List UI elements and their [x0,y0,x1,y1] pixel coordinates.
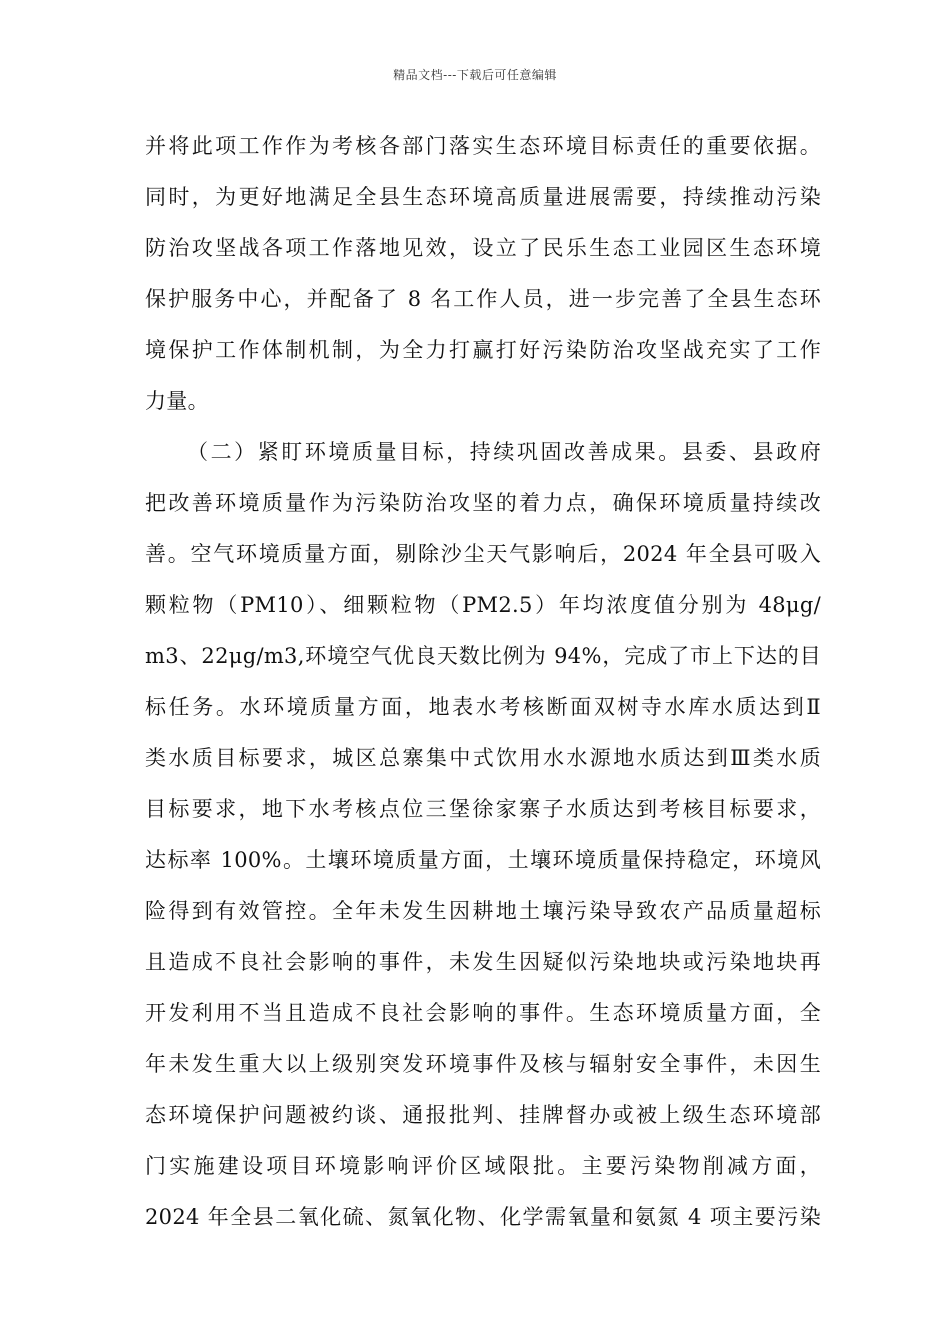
text-line: 门实施建设项目环境影响评价区域限批。主要污染物削减方面， [145,1154,821,1178]
text-line: 开发利用不当且造成不良社会影响的事件。生态环境质量方面，全 [145,1001,821,1025]
text-line: 善。空气环境质量方面，剔除沙尘天气影响后，2024 年全县可吸入 [145,542,821,566]
text-line: 2024 年全县二氧化硫、氮氧化物、化学需氧量和氨氮 4 项主要污染 [145,1205,821,1229]
text-line: m3、22μg/m3,环境空气优良天数比例为 94%，完成了市上下达的目 [145,644,821,668]
text-line: 年未发生重大以上级别突发环境事件及核与辐射安全事件，未因生 [145,1052,821,1076]
page-header: 精品文档---下载后可任意编辑 [393,68,557,82]
text-line: 把改善环境质量作为污染防治攻坚的着力点，确保环境质量持续改 [145,491,821,515]
text-line: 标任务。水环境质量方面，地表水考核断面双树寺水库水质达到Ⅱ [145,695,821,719]
text-line: 险得到有效管控。全年未发生因耕地土壤污染导致农产品质量超标 [145,899,821,923]
text-line: 力量。 [145,389,209,413]
text-line: 且造成不良社会影响的事件，未发生因疑似污染地块或污染地块再 [145,950,821,974]
text-line: 同时，为更好地满足全县生态环境高质量进展需要，持续推动污染 [145,185,821,209]
text-line: 保护服务中心，并配备了 8 名工作人员，进一步完善了全县生态环 [145,287,821,311]
text-line: （二）紧盯环境质量目标，持续巩固改善成果。县委、县政府 [187,440,821,464]
text-line: 境保护工作体制机制，为全力打赢打好污染防治攻坚战充实了工作 [145,338,821,362]
text-line: 防治攻坚战各项工作落地见效，设立了民乐生态工业园区生态环境 [145,236,821,260]
document-body [145,124,821,1246]
text-line: 类水质目标要求，城区总寨集中式饮用水水源地水质达到Ⅲ类水质 [145,746,821,770]
text-line: 达标率 100%。土壤环境质量方面，土壤环境质量保持稳定，环境风 [145,848,821,872]
text-line: 并将此项工作作为考核各部门落实生态环境目标责任的重要依据。 [145,134,821,158]
text-line: 态环境保护问题被约谈、通报批判、挂牌督办或被上级生态环境部 [145,1103,821,1127]
text-line: 目标要求，地下水考核点位三堡徐家寨子水质达到考核目标要求， [145,797,821,821]
text-line: 颗粒物（PM10）、细颗粒物（PM2.5）年均浓度值分别为 48μg/ [145,593,821,617]
